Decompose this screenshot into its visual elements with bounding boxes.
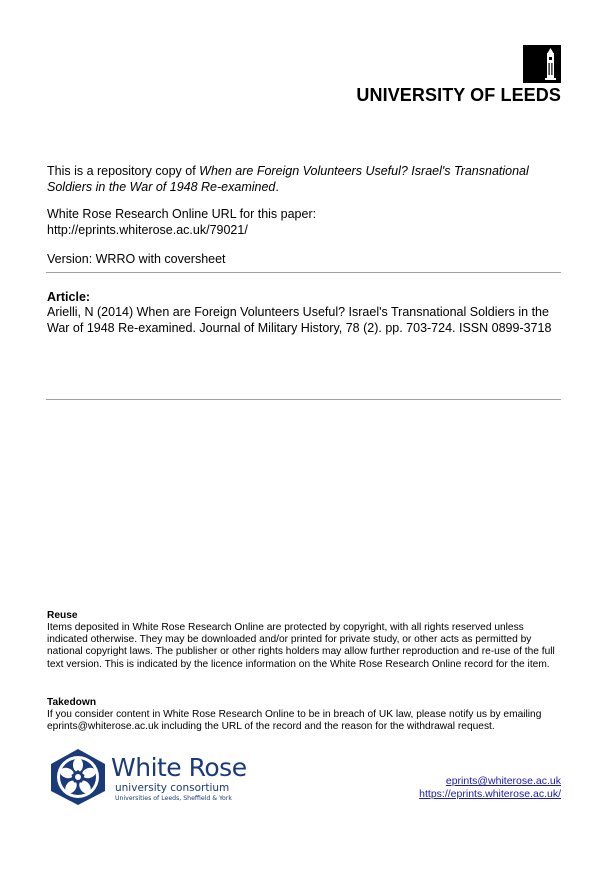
university-name: UNIVERSITY OF LEEDS — [356, 85, 561, 105]
intro-end: . — [275, 179, 279, 194]
clock-tower-icon — [523, 45, 561, 83]
takedown-body: If you consider content in White Rose Research Online to be in breach of UK law, please notify us by emailing eprints@whiterose.ac.uk including the URL of the record and the reason for the withdrawal request. — [47, 709, 542, 733]
intro-text: This is a repository copy of — [47, 164, 200, 178]
white-rose-icon — [47, 748, 109, 806]
repository-copy-statement — [47, 164, 562, 195]
white-rose-logo — [47, 748, 109, 806]
white-rose-subtitle: university consortium — [115, 782, 230, 794]
paper-title: When are Foreign Volunteers Useful? Israel's Transnational Soldiers in the War of 1948 Re-examined — [47, 164, 529, 194]
white-rose-title: White Rose — [111, 753, 247, 782]
divider-top — [46, 272, 561, 273]
takedown-heading: Takedown — [47, 697, 97, 708]
reuse-heading: Reuse — [47, 610, 78, 621]
article-heading: Article: — [47, 290, 91, 304]
email-link[interactable]: eprints@whiterose.ac.uk — [445, 775, 561, 787]
white-rose-members: Universities of Leeds, Sheffield & York — [115, 795, 232, 802]
website-link[interactable]: https://eprints.whiterose.ac.uk/ — [419, 788, 561, 800]
reuse-body: Items deposited in White Rose Research Online are protected by copyright, with all rights reserved unless indicated otherwise. They may be downloaded and/or printed for private study, or other acts as permitted by national copyright laws. The publisher or other rights holders may allow further reproduction and re-use of the full text version. This is indicated by the licence information on the White Rose Research Online record for the item. — [47, 622, 555, 670]
paper-url[interactable]: http://eprints.whiterose.ac.uk/79021/ — [47, 222, 248, 237]
url-label: White Rose Research Online URL for this paper: — [47, 207, 317, 221]
divider-bottom — [46, 399, 561, 400]
repository-url-block — [47, 207, 562, 238]
article-citation: Arielli, N (2014) When are Foreign Volunteers Useful? Israel's Transnational Soldiers in the War of 1948 Re-examined. Journal of Military History, 78 (2). pp. 703-724. ISSN 0899-3718 — [47, 305, 552, 335]
university-of-leeds-logo — [523, 45, 561, 83]
version-text: Version: WRRO with coversheet — [47, 252, 226, 266]
